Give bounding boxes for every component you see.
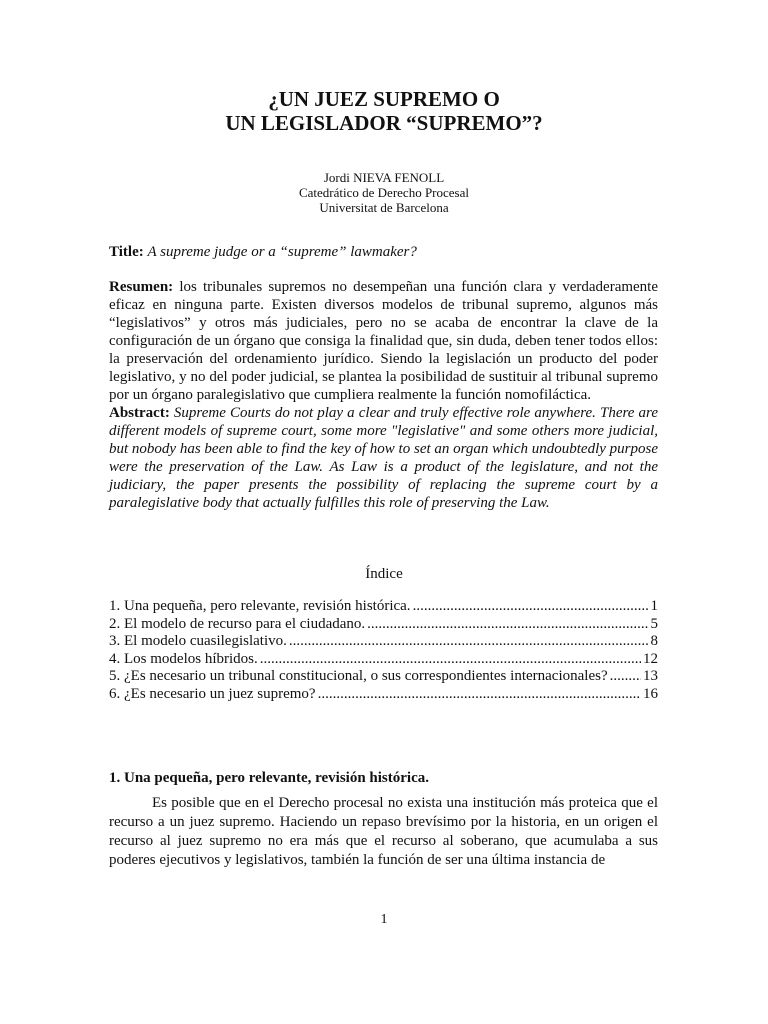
toc-leader-dots [367,616,648,634]
english-title-text: A supreme judge or a “supreme” lawmaker? [147,244,417,260]
toc-entry[interactable] [109,598,658,616]
toc-entry-title: 4. Los modelos híbridos. [109,650,258,667]
toc-leader-dots [289,633,649,651]
toc-entry-page: 8 [650,633,658,649]
toc-entry-title: 1. Una pequeña, pero relevante, revisión histórica. [109,598,411,614]
section-1-heading: 1. Una pequeña, pero relevante, revisión histórica. [109,770,429,786]
section-1-paragraph: Es posible que en el Derecho procesal no exista una institución más proteica que el recurso a un juez supremo. Haciendo un repaso brevísimo por la historia, en un origen el recurso al juez supremo no era más que el recurso al soberano, que acumulaba a sus poderes ejecutivos y legislativos, también la función de ser una última instancia de [109,795,658,868]
resumen-text: los tribunales supremos no desempeñan una función clara y verdaderamente eficaz en ninguna parte. Existen diversos modelos de tribunal supremo, algunos más “legislativos” y otros más judiciales, pero no se acaba de encontrar la clave de la configuración de un órgano que consiga la finalidad que, sin duda, deben tener todos ellos: la preservación del ordenamiento jurídico. Siendo la legislación un producto del poder legislativo, y no del poder judicial, se plantea la posibilidad de sustituir al tribunal supremo por un órgano paralegislativo que cumpliera realmente la función nomofiláctica. [109,279,659,403]
toc-entry-page: 16 [643,685,658,702]
document-title [0,87,768,135]
table-of-contents [109,598,658,703]
toc-entry-page: 12 [643,650,658,667]
toc-entry-title: 2. El modelo de recurso para el ciudadano. [109,615,366,632]
title-line-1: ¿UN JUEZ SUPREMO O [268,87,500,111]
toc-leader-dots [318,686,641,704]
page-number: 1 [380,912,388,927]
toc-entry-title: 6. ¿Es necesario un juez supremo? [109,685,316,702]
toc-leader-dots [610,668,641,686]
english-title-label: Title: [109,244,144,260]
abstract-text: Supreme Courts do not play a clear and truly effective role anywhere. There are different models of supreme court, some more "legislative" and some others more judicial, but nobody has been able to find the key of how to set an organ which undoubtedly purpose were the preservation of the Law. As Law is a product of the legislature, and not the judiciary, the paper presents the possibility of replacing the supreme court by a paralegislative body that actually fulfilles this role of preserving the Law. [109,405,658,511]
abstract-paragraph [109,404,658,512]
toc-entry[interactable] [109,651,658,669]
toc-leader-dots [413,598,649,616]
resumen-paragraph [109,278,658,404]
toc-entry-title: 5. ¿Es necesario un tribunal constitucional, o sus correspondientes internacionales? [109,668,608,684]
toc-entry-page: 1 [650,598,658,614]
toc-entry[interactable] [109,616,658,634]
title-line-2: UN LEGISLADOR “SUPREMO”? [225,111,543,135]
abstract-label: Abstract: [109,405,170,421]
toc-entry-title: 3. El modelo cuasilegislativo. [109,633,287,649]
toc-entry[interactable] [109,668,658,686]
toc-entry[interactable] [109,686,658,704]
author-position: Catedrático de Derecho Procesal [298,185,469,200]
toc-entry-page: 5 [650,615,658,632]
toc-entry[interactable] [109,633,658,651]
resumen-label: Resumen: [109,279,174,295]
author-institution: Universitat de Barcelona [319,200,449,215]
english-title-line [109,243,658,261]
index-heading: Índice [365,566,403,582]
toc-entry-page: 13 [643,668,658,684]
toc-leader-dots [260,651,641,669]
author-block [0,170,768,215]
author-name: Jordi NIEVA FENOLL [323,170,445,185]
